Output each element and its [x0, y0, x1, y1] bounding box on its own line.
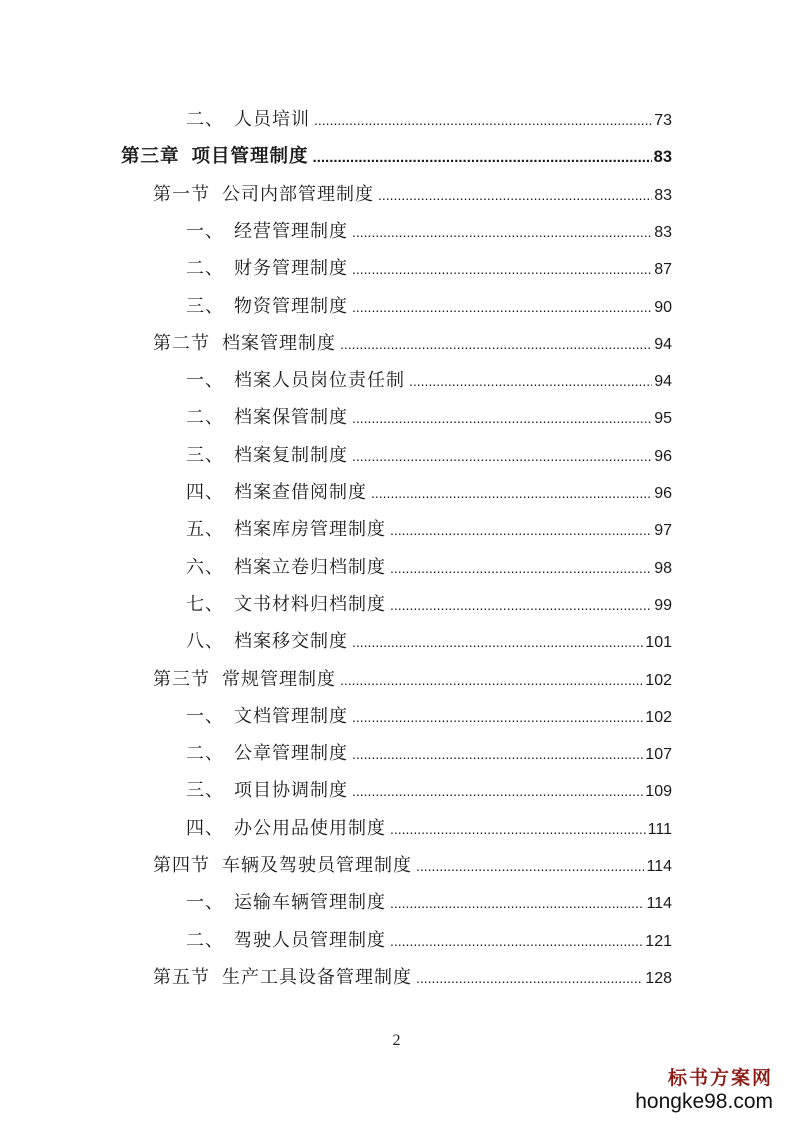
- toc-entry-label: [121, 142, 309, 172]
- toc-entry-page: 90: [654, 298, 672, 316]
- toc-entry-title: 档案移交制度: [234, 631, 348, 653]
- toc-entry-page: 96: [654, 485, 672, 502]
- toc-entry-label: [186, 217, 348, 247]
- toc-entry-page: 98: [654, 559, 672, 577]
- toc-entry-leader: [371, 478, 652, 508]
- toc-entry-leader: [352, 217, 652, 247]
- toc-entry: [121, 142, 672, 172]
- toc-entry-leader: [416, 963, 643, 993]
- toc-entry-page: 114: [646, 858, 672, 875]
- toc-entry-label: [186, 254, 348, 284]
- toc-entry-leader: [340, 665, 643, 695]
- toc-entry: [186, 739, 672, 769]
- toc-entry-title: 车辆及驾驶员管理制度: [222, 855, 412, 876]
- toc-entry-page: 111: [647, 820, 672, 838]
- toc-entry-page: 114: [646, 895, 672, 913]
- toc-entry-leader: [352, 627, 643, 657]
- toc-entry: [186, 926, 672, 956]
- toc-entry-prefix: 二、: [186, 929, 224, 951]
- toc-entry-leader: [390, 590, 652, 620]
- toc-entry-label: [153, 329, 336, 359]
- toc-entry-page: 83: [654, 186, 672, 204]
- toc-entry-label: [186, 478, 367, 508]
- toc-entry-label: [186, 366, 405, 396]
- toc-entry-prefix: 第一节: [153, 183, 210, 205]
- toc-entry: [186, 515, 672, 545]
- toc-entry: [153, 851, 672, 881]
- toc-entry-prefix: 一、: [186, 220, 224, 242]
- toc-entry-leader: [352, 403, 652, 433]
- toc-entry: [186, 702, 672, 732]
- toc-entry-leader: [352, 441, 652, 471]
- toc-entry-page: 94: [654, 373, 672, 391]
- toc-entry: [186, 627, 672, 657]
- toc-entry-label: [186, 590, 386, 620]
- toc-entry-page: 102: [645, 708, 672, 726]
- toc-entry-page: 121: [645, 932, 672, 950]
- toc-entry: [186, 403, 672, 433]
- toc-entry: [186, 105, 672, 135]
- toc-entry-leader: [352, 254, 652, 284]
- toc-entry-prefix: 第二节: [153, 332, 210, 354]
- toc-entry-title: 财务管理制度: [234, 258, 348, 280]
- toc-entry: [186, 217, 672, 247]
- watermark-url: hongke98.com: [635, 1090, 773, 1113]
- toc-entry: [186, 590, 672, 620]
- toc-entry-page: 83: [654, 223, 672, 241]
- toc-entry-page: 94: [654, 335, 672, 353]
- toc-entry-label: [153, 851, 412, 881]
- toc-entry: [186, 366, 672, 396]
- toc-entry-page: 107: [645, 746, 672, 764]
- toc-entry-title: 办公用品使用制度: [234, 817, 386, 839]
- toc-entry: [186, 441, 672, 471]
- toc-entry-label: [186, 403, 348, 433]
- toc-entry-title: 常规管理制度: [222, 668, 336, 690]
- toc-entry-prefix: 五、: [186, 519, 224, 541]
- toc-entry-leader: [409, 366, 652, 396]
- toc-entry: [153, 665, 672, 695]
- toc-entry-leader: [390, 888, 644, 918]
- toc-entry-prefix: 二、: [186, 258, 224, 280]
- toc-entry-label: [153, 665, 336, 695]
- toc-entry-title: 档案保管制度: [234, 407, 348, 429]
- toc-entry-leader: [390, 553, 652, 583]
- toc-entry: [186, 254, 672, 284]
- toc-entry-leader: [340, 329, 652, 359]
- toc-entry-prefix: 七、: [186, 593, 224, 615]
- toc-entry-prefix: 一、: [186, 370, 224, 392]
- page-number: 2: [392, 1032, 401, 1049]
- toc-entry-title: 人员培训: [234, 109, 310, 130]
- toc-entry-label: [186, 888, 386, 918]
- toc-entry-page: 99: [654, 596, 672, 614]
- toc-entry-label: [186, 515, 386, 545]
- watermark-brand: 标书方案网: [667, 1067, 773, 1089]
- toc-entry-leader: [390, 926, 643, 956]
- toc-entry: [186, 814, 672, 844]
- toc-entry-title: 档案立卷归档制度: [234, 556, 386, 578]
- toc-entry-page: 73: [654, 112, 672, 129]
- toc-entry-label: [186, 739, 348, 769]
- toc-entry-page: 128: [645, 969, 672, 987]
- toc-entry-prefix: 三、: [186, 780, 224, 802]
- toc-entry: [153, 180, 672, 210]
- toc-entry-page: 95: [654, 410, 672, 428]
- toc-entry-leader: [378, 180, 652, 210]
- toc-entry-page: 102: [645, 671, 672, 689]
- toc-entry-leader: [352, 739, 643, 769]
- toc-entry-prefix: 八、: [186, 631, 224, 653]
- toc-entry-prefix: 第四节: [153, 855, 210, 876]
- toc-entry-label: [186, 627, 348, 657]
- toc-entry-page: 87: [654, 261, 672, 279]
- toc-entry-label: [186, 814, 386, 844]
- toc-entry-prefix: 一、: [186, 705, 224, 727]
- toc-entry-prefix: 第五节: [153, 966, 210, 988]
- toc-entry-title: 档案库房管理制度: [234, 519, 386, 541]
- toc-entry: [186, 776, 672, 806]
- toc-entry: [186, 888, 672, 918]
- toc-entry-leader: [352, 292, 652, 322]
- toc-entry-title: 档案人员岗位责任制: [234, 370, 405, 392]
- toc-entry-page: 97: [654, 522, 672, 540]
- toc-entry-label: [153, 963, 412, 993]
- toc-entry-prefix: 三、: [186, 444, 224, 466]
- toc-entry: [186, 478, 672, 508]
- toc-entry: [153, 963, 672, 993]
- toc-entry-leader: [416, 851, 644, 881]
- toc-entry-leader: [352, 702, 643, 732]
- toc-entry-title: 物资管理制度: [234, 295, 348, 317]
- toc-entry-prefix: 二、: [186, 407, 224, 429]
- toc-entry-title: 项目管理制度: [191, 146, 309, 168]
- toc-entry-page: 109: [645, 783, 672, 801]
- toc-entry-prefix: 二、: [186, 109, 224, 130]
- toc-entry-label: [186, 702, 348, 732]
- toc-entry-title: 档案复制制度: [234, 444, 348, 466]
- toc-entry-prefix: 四、: [186, 817, 224, 839]
- toc-entry-label: [186, 441, 348, 471]
- toc-entry-title: 经营管理制度: [234, 220, 348, 242]
- toc-entry-prefix: 二、: [186, 743, 224, 765]
- toc-entry: [153, 329, 672, 359]
- toc-entry-title: 公司内部管理制度: [222, 183, 374, 205]
- toc-entry-prefix: 第三节: [153, 668, 210, 690]
- toc-entry-page: 96: [654, 447, 672, 465]
- toc-entry-leader: [313, 143, 652, 173]
- toc-entry-label: [186, 553, 386, 583]
- toc-entry-prefix: 第三章: [121, 146, 180, 168]
- toc-entry-title: 档案查借阅制度: [234, 482, 367, 503]
- toc-entry-prefix: 一、: [186, 892, 224, 914]
- toc-entry-page: 83: [653, 148, 672, 167]
- toc-entry-label: [186, 105, 310, 135]
- toc-entry-label: [186, 926, 386, 956]
- toc-entry-title: 文书材料归档制度: [234, 593, 386, 615]
- toc-entry: [186, 292, 672, 322]
- toc-entry-leader: [314, 105, 652, 135]
- toc-entry-prefix: 三、: [186, 295, 224, 317]
- toc-entry-label: [186, 776, 348, 806]
- toc-entry-page: 101: [645, 634, 672, 652]
- toc-entry-title: 档案管理制度: [222, 332, 336, 354]
- toc-entry-title: 生产工具设备管理制度: [222, 966, 412, 988]
- toc-entry-prefix: 六、: [186, 556, 224, 578]
- toc-entry-title: 项目协调制度: [234, 780, 348, 802]
- toc-entry-title: 运输车辆管理制度: [234, 892, 386, 914]
- toc-entry-title: 文档管理制度: [234, 705, 348, 727]
- toc-entry-title: 驾驶人员管理制度: [234, 929, 386, 951]
- toc-entry-label: [153, 180, 374, 210]
- toc-entry-leader: [352, 776, 643, 806]
- toc-entry-prefix: 四、: [186, 482, 224, 503]
- watermark: [635, 1066, 773, 1114]
- toc-entry-label: [186, 292, 348, 322]
- toc-entry-leader: [390, 814, 646, 844]
- toc-entry: [186, 553, 672, 583]
- toc-entry-title: 公章管理制度: [234, 743, 348, 765]
- toc-entry-leader: [390, 515, 652, 545]
